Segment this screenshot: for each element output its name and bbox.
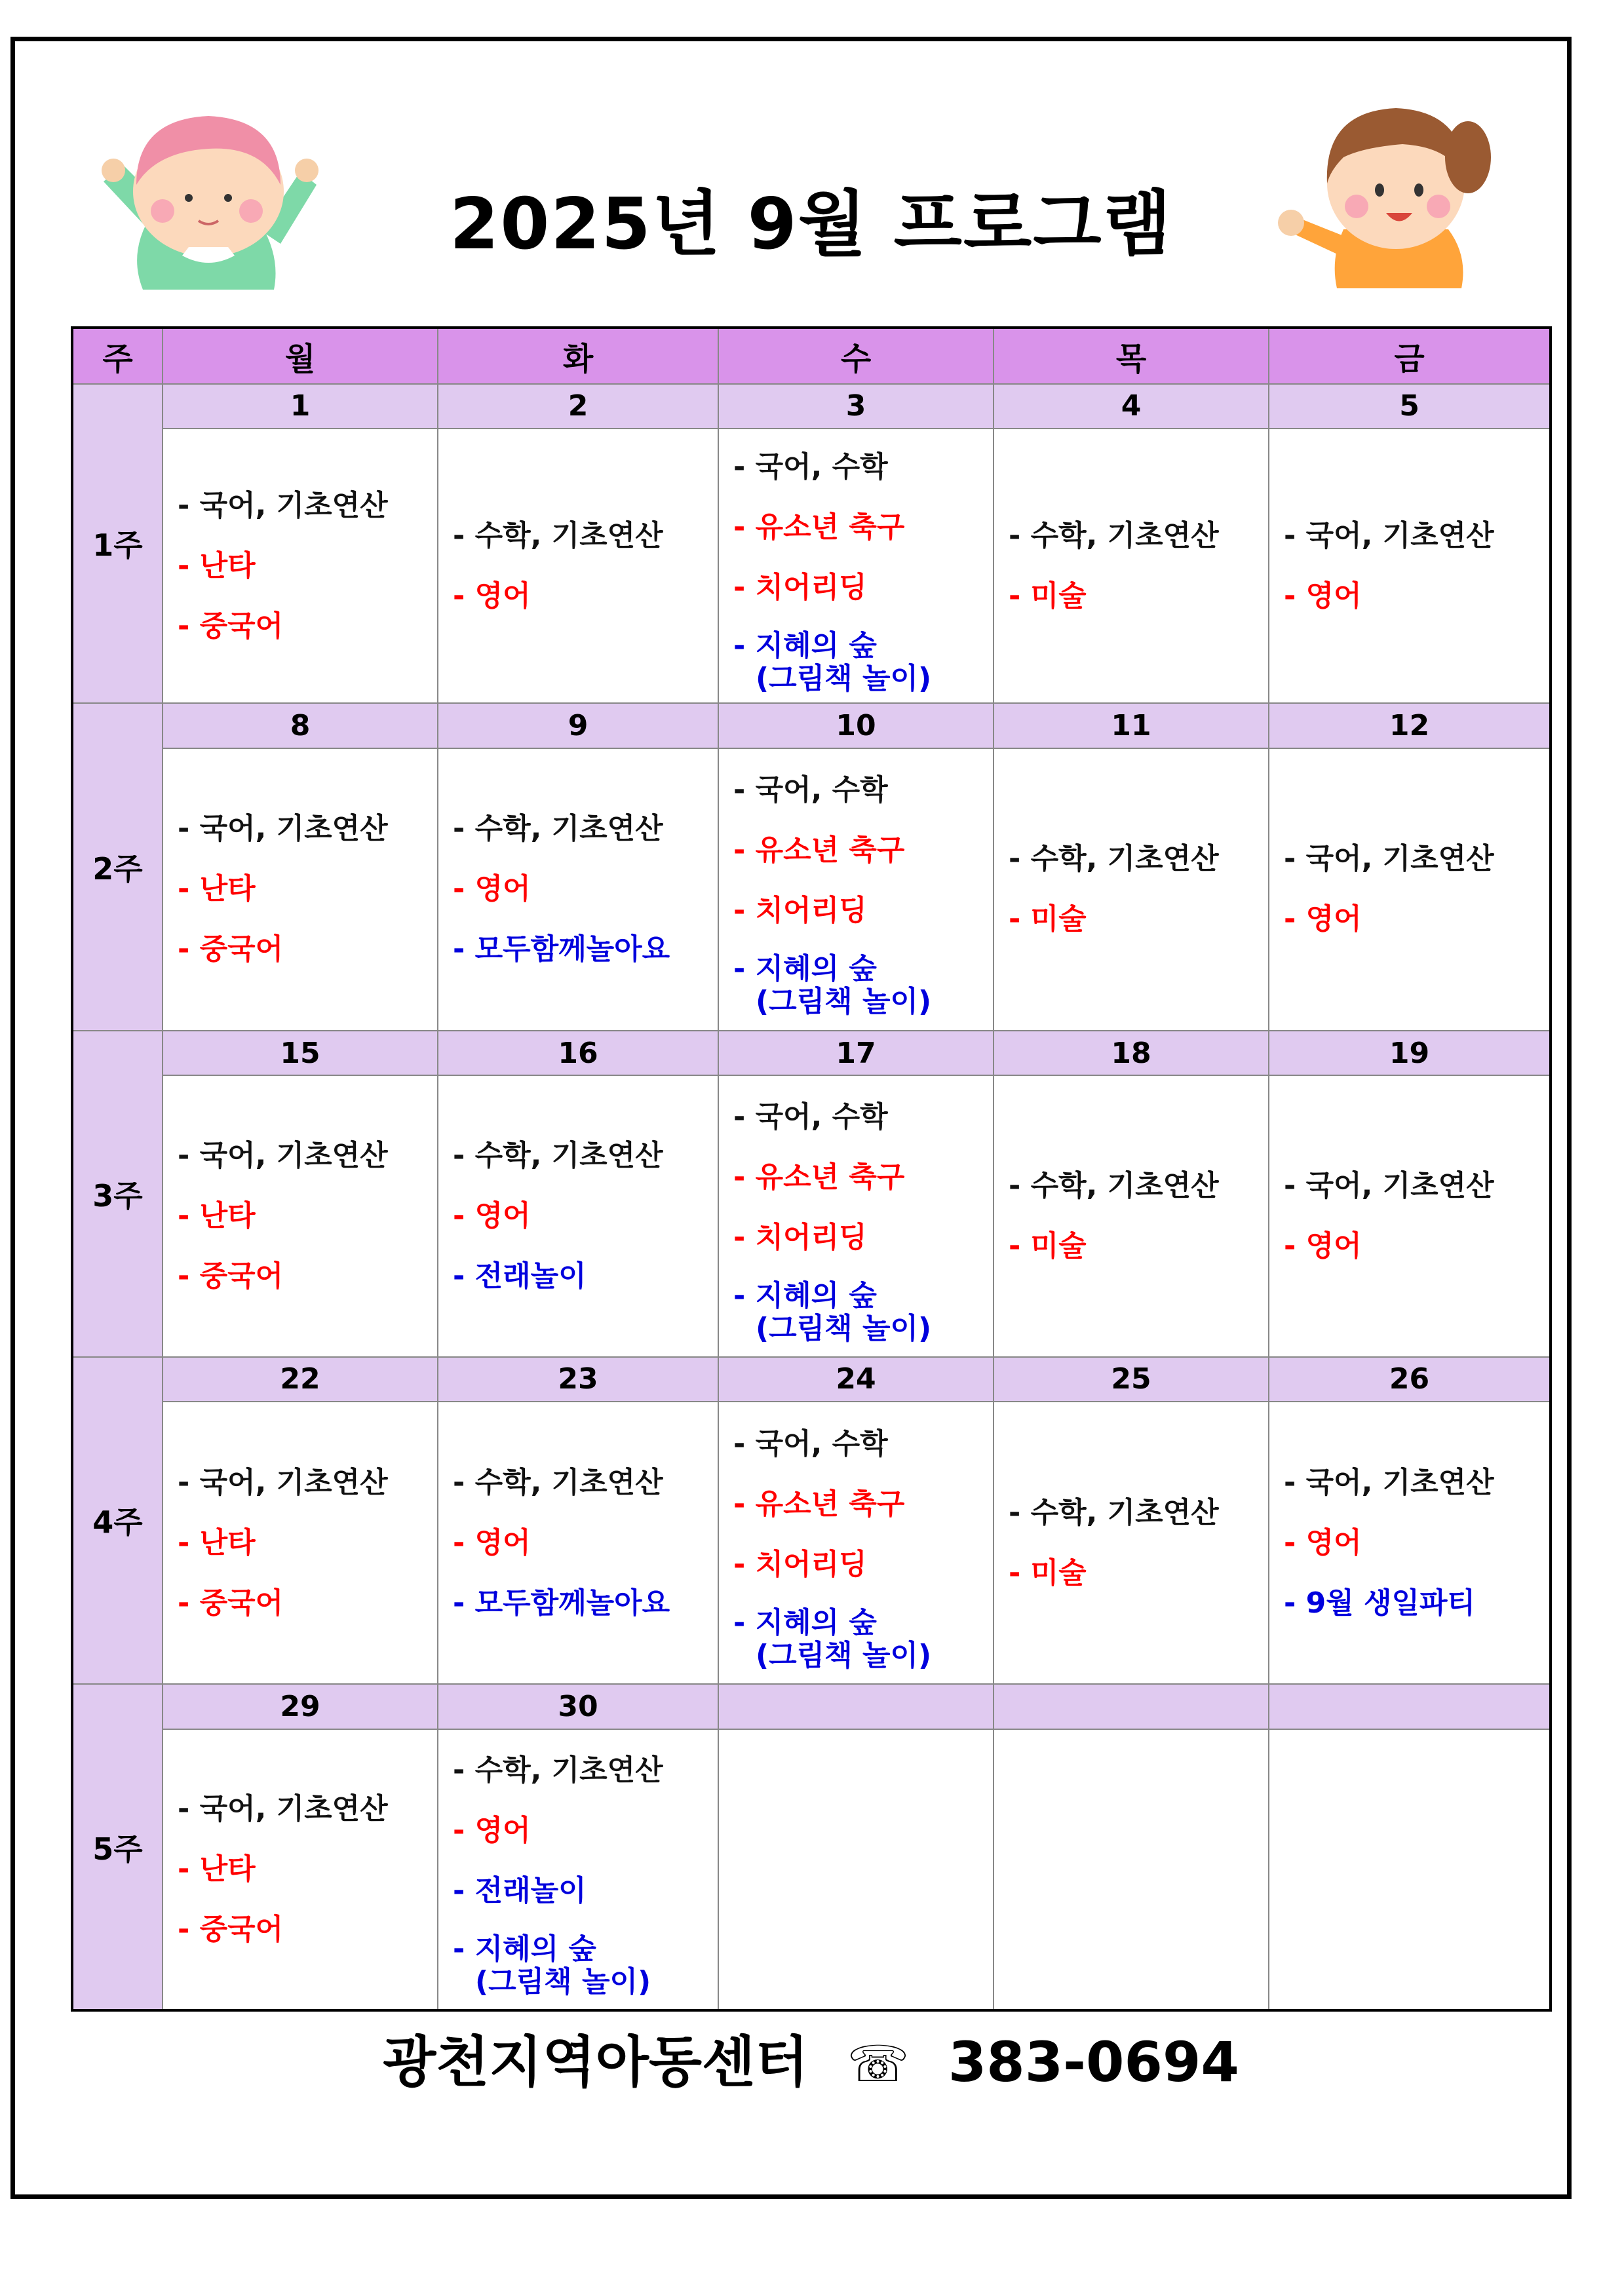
day-cell — [163, 1075, 438, 1356]
program-item-label: - 중국어 — [178, 1586, 284, 1620]
program-item-label: - 유소년 축구 — [733, 510, 905, 544]
program-item — [178, 1839, 437, 1900]
program-list — [1269, 829, 1549, 949]
program-item-sub: (그림책 놀이) — [756, 1311, 932, 1345]
week-label: 3주 — [72, 1031, 163, 1357]
program-item-label: - 전래놀이 — [453, 1873, 587, 1907]
program-list — [163, 1779, 437, 1960]
program-item-label: - 중국어 — [178, 932, 284, 966]
program-row — [72, 748, 1551, 1031]
program-item — [733, 618, 993, 695]
program-item-label: - 영어 — [453, 579, 531, 613]
program-item-label: - 난타 — [178, 1852, 256, 1886]
program-item-label: - 국어, 기초연산 — [178, 1465, 388, 1499]
date-cell: 22 — [163, 1357, 438, 1402]
program-item-label: - 치어리딩 — [733, 1547, 867, 1581]
program-item — [178, 596, 437, 657]
program-list — [163, 799, 437, 980]
date-row — [72, 703, 1551, 748]
program-item-label: - 유소년 축구 — [733, 1487, 905, 1521]
date-cell: 16 — [438, 1031, 718, 1076]
program-item-label: - 지혜의 숲 — [453, 1932, 596, 1966]
program-item — [178, 1573, 437, 1634]
program-item — [733, 1474, 993, 1535]
date-cell: 26 — [1269, 1357, 1551, 1402]
program-item — [453, 1453, 718, 1513]
date-cell: 18 — [994, 1031, 1269, 1076]
program-item-label: - 유소년 축구 — [733, 1160, 905, 1194]
date-row — [72, 1031, 1551, 1076]
date-cell: 5 — [1269, 384, 1551, 429]
program-item — [453, 1513, 718, 1573]
program-item — [733, 820, 993, 881]
program-item-label: - 영어 — [453, 872, 531, 906]
program-list — [719, 1087, 993, 1345]
program-item-label: - 수학, 기초연산 — [1009, 842, 1219, 876]
program-item — [453, 1126, 718, 1186]
date-cell: 9 — [438, 703, 718, 748]
header-row — [72, 328, 1551, 384]
phone-icon: ☏ — [847, 2035, 910, 2093]
program-item — [1009, 1543, 1268, 1603]
program-list — [163, 1126, 437, 1307]
day-cell — [438, 748, 718, 1031]
program-item — [1009, 1156, 1268, 1216]
day-cell — [163, 429, 438, 703]
program-item-label: - 국어, 수학 — [733, 450, 888, 484]
program-list — [994, 506, 1268, 626]
program-item-label: - 중국어 — [178, 609, 284, 643]
week-label: 1주 — [72, 384, 163, 704]
program-item — [1284, 1573, 1549, 1634]
program-item-label: - 9월 생일파티 — [1284, 1586, 1476, 1620]
program-item — [1284, 506, 1549, 566]
program-list — [1269, 506, 1549, 626]
program-item — [178, 536, 437, 596]
program-item-label: - 중국어 — [178, 1259, 284, 1293]
program-list — [719, 437, 993, 695]
date-cell: 15 — [163, 1031, 438, 1076]
program-item — [1284, 1453, 1549, 1513]
center-name: 광천지역아동센터 — [383, 2030, 809, 2094]
program-item-label: - 치어리딩 — [733, 894, 867, 928]
date-cell — [1269, 1684, 1551, 1729]
program-item — [733, 437, 993, 497]
program-item — [178, 1513, 437, 1573]
program-item-label: - 영어 — [1284, 902, 1362, 936]
footer — [0, 2018, 1622, 2097]
program-item — [178, 1453, 437, 1513]
program-row — [72, 1729, 1551, 2010]
program-item-label: - 지혜의 숲 — [733, 1605, 877, 1639]
program-item-label: - 수학, 기초연산 — [1009, 1168, 1219, 1202]
header-cell: 수 — [718, 328, 994, 384]
program-list — [994, 1156, 1268, 1276]
program-item-label: - 모두함께놀아요 — [453, 1586, 670, 1620]
program-item-label: - 치어리딩 — [733, 1220, 867, 1254]
program-item — [453, 919, 718, 980]
program-item — [733, 760, 993, 820]
header-cell: 월 — [163, 328, 438, 384]
program-list — [438, 1740, 718, 1999]
program-item — [1284, 566, 1549, 626]
program-item-label: - 지혜의 숲 — [733, 628, 877, 662]
program-row — [72, 1075, 1551, 1356]
date-cell: 12 — [1269, 703, 1551, 748]
header-cell: 목 — [994, 328, 1269, 384]
date-cell: 8 — [163, 703, 438, 748]
program-item-label: - 수학, 기초연산 — [453, 1465, 663, 1499]
date-cell: 3 — [718, 384, 994, 429]
page-title: 2025년 9월 프로그램 — [450, 183, 1172, 265]
calendar-body — [72, 328, 1551, 2010]
date-cell: 30 — [438, 1684, 718, 1729]
program-item — [453, 1186, 718, 1246]
day-cell — [718, 429, 994, 703]
program-list — [1269, 1156, 1549, 1276]
program-item — [733, 1414, 993, 1474]
program-item-label: - 국어, 기초연산 — [178, 1791, 388, 1826]
program-item-label: - 영어 — [453, 1198, 531, 1233]
program-item — [1009, 889, 1268, 949]
program-item-label: - 국어, 기초연산 — [178, 812, 388, 846]
day-cell — [718, 748, 994, 1031]
program-item — [178, 1246, 437, 1307]
program-item-label: - 수학, 기초연산 — [1009, 1495, 1219, 1529]
program-item — [1009, 1216, 1268, 1276]
day-cell — [718, 1729, 994, 2010]
program-item — [1009, 829, 1268, 889]
program-item — [453, 566, 718, 626]
program-item — [1284, 889, 1549, 949]
program-item-label: - 국어, 수학 — [733, 1100, 888, 1134]
program-item-label: - 난타 — [178, 1525, 256, 1559]
program-list — [438, 1453, 718, 1634]
program-item-label: - 난타 — [178, 548, 256, 583]
program-item — [178, 1126, 437, 1186]
program-item-label: - 영어 — [453, 1813, 531, 1847]
program-item — [178, 859, 437, 919]
program-item — [453, 859, 718, 919]
program-item-label: - 국어, 수학 — [733, 773, 888, 807]
program-item-label: - 국어, 기초연산 — [178, 488, 388, 522]
program-item-label: - 미술 — [1009, 579, 1087, 613]
program-row — [72, 429, 1551, 703]
day-cell — [994, 429, 1269, 703]
program-item-label: - 난타 — [178, 872, 256, 906]
program-item — [178, 1186, 437, 1246]
program-item — [178, 1779, 437, 1839]
program-item-label: - 중국어 — [178, 1912, 284, 1946]
program-list — [163, 1453, 437, 1634]
program-item — [453, 799, 718, 859]
program-item — [178, 799, 437, 859]
date-cell — [718, 1684, 994, 1729]
program-item-label: - 수학, 기초연산 — [453, 518, 663, 552]
program-list — [163, 476, 437, 657]
date-cell: 17 — [718, 1031, 994, 1076]
program-item — [1284, 829, 1549, 889]
program-list — [438, 1126, 718, 1307]
day-cell — [1269, 1075, 1551, 1356]
program-item — [453, 1801, 718, 1861]
program-item-label: - 국어, 수학 — [733, 1426, 888, 1461]
program-item-label: - 지혜의 숲 — [733, 952, 877, 986]
day-cell — [994, 748, 1269, 1031]
phone-number: 383-0694 — [948, 2030, 1239, 2094]
header-cell: 화 — [438, 328, 718, 384]
program-item-label: - 지혜의 숲 — [733, 1278, 877, 1312]
program-item-label: - 유소년 축구 — [733, 833, 905, 868]
program-item — [733, 1268, 993, 1345]
day-cell — [1269, 429, 1551, 703]
program-item — [453, 1740, 718, 1801]
week-label: 4주 — [72, 1357, 163, 1685]
day-cell — [163, 748, 438, 1031]
program-item-label: - 치어리딩 — [733, 570, 867, 604]
date-row — [72, 384, 1551, 429]
date-row — [72, 1684, 1551, 1729]
program-list — [719, 760, 993, 1018]
date-row — [72, 1357, 1551, 1402]
program-item-label: - 미술 — [1009, 1229, 1087, 1263]
day-cell — [1269, 1402, 1551, 1684]
program-item-sub: (그림책 놀이) — [475, 1964, 651, 1999]
date-cell — [994, 1684, 1269, 1729]
header-cell: 금 — [1269, 328, 1551, 384]
program-item-label: - 전래놀이 — [453, 1259, 587, 1293]
program-item — [733, 881, 993, 941]
program-item — [733, 1208, 993, 1268]
program-item — [453, 1246, 718, 1307]
day-cell — [1269, 748, 1551, 1031]
date-cell: 23 — [438, 1357, 718, 1402]
program-item — [1009, 566, 1268, 626]
program-item — [733, 1087, 993, 1147]
program-item — [733, 497, 993, 558]
program-item-label: - 수학, 기초연산 — [453, 1138, 663, 1172]
program-item-label: - 미술 — [1009, 1556, 1087, 1590]
program-item-label: - 영어 — [1284, 1525, 1362, 1559]
date-cell: 24 — [718, 1357, 994, 1402]
day-cell — [438, 1075, 718, 1356]
week-label: 5주 — [72, 1684, 163, 2010]
program-list — [994, 829, 1268, 949]
day-cell — [718, 1402, 994, 1684]
program-item — [453, 506, 718, 566]
program-item-sub: (그림책 놀이) — [756, 1638, 932, 1672]
date-cell: 4 — [994, 384, 1269, 429]
program-list — [438, 799, 718, 980]
day-cell — [438, 1402, 718, 1684]
program-calendar — [71, 326, 1552, 2012]
program-row — [72, 1402, 1551, 1684]
day-cell — [994, 1075, 1269, 1356]
date-cell: 25 — [994, 1357, 1269, 1402]
program-item-label: - 국어, 기초연산 — [1284, 1465, 1494, 1499]
program-item-sub: (그림책 놀이) — [756, 661, 932, 695]
day-cell — [163, 1402, 438, 1684]
program-item-label: - 국어, 기초연산 — [1284, 1168, 1494, 1202]
program-item-label: - 모두함께놀아요 — [453, 932, 670, 966]
day-cell — [994, 1729, 1269, 2010]
program-list — [719, 1414, 993, 1672]
program-list — [1269, 1453, 1549, 1634]
program-item-label: - 수학, 기초연산 — [453, 812, 663, 846]
date-cell: 19 — [1269, 1031, 1551, 1076]
header-cell: 주 — [72, 328, 163, 384]
program-item — [733, 941, 993, 1018]
day-cell — [1269, 1729, 1551, 2010]
program-item-label: - 수학, 기초연산 — [453, 1753, 663, 1787]
program-item-label: - 영어 — [1284, 1229, 1362, 1263]
program-item — [453, 1921, 718, 1999]
date-cell: 1 — [163, 384, 438, 429]
program-item-label: - 영어 — [1284, 579, 1362, 613]
program-item-label: - 미술 — [1009, 902, 1087, 936]
program-item — [453, 1573, 718, 1634]
program-item-label: - 국어, 기초연산 — [178, 1138, 388, 1172]
program-item-label: - 난타 — [178, 1198, 256, 1233]
date-cell: 2 — [438, 384, 718, 429]
day-cell — [438, 1729, 718, 2010]
program-item — [733, 1147, 993, 1208]
week-label: 2주 — [72, 703, 163, 1031]
day-cell — [994, 1402, 1269, 1684]
program-item — [733, 1535, 993, 1595]
day-cell — [163, 1729, 438, 2010]
program-item — [1009, 506, 1268, 566]
program-item-label: - 국어, 기초연산 — [1284, 518, 1494, 552]
day-cell — [438, 429, 718, 703]
date-cell: 29 — [163, 1684, 438, 1729]
day-cell — [718, 1075, 994, 1356]
program-item — [1284, 1216, 1549, 1276]
program-item — [1284, 1513, 1549, 1573]
program-item — [178, 1900, 437, 1960]
program-item-label: - 국어, 기초연산 — [1284, 842, 1494, 876]
program-item — [178, 919, 437, 980]
program-item-sub: (그림책 놀이) — [756, 985, 932, 1019]
program-item-label: - 영어 — [453, 1525, 531, 1559]
program-list — [438, 506, 718, 626]
program-item — [453, 1861, 718, 1921]
date-cell: 11 — [994, 703, 1269, 748]
program-item — [1284, 1156, 1549, 1216]
program-item — [733, 558, 993, 618]
date-cell: 10 — [718, 703, 994, 748]
program-list — [994, 1483, 1268, 1603]
program-item-label: - 수학, 기초연산 — [1009, 518, 1219, 552]
program-item — [1009, 1483, 1268, 1543]
program-item — [178, 476, 437, 536]
program-item — [733, 1595, 993, 1672]
